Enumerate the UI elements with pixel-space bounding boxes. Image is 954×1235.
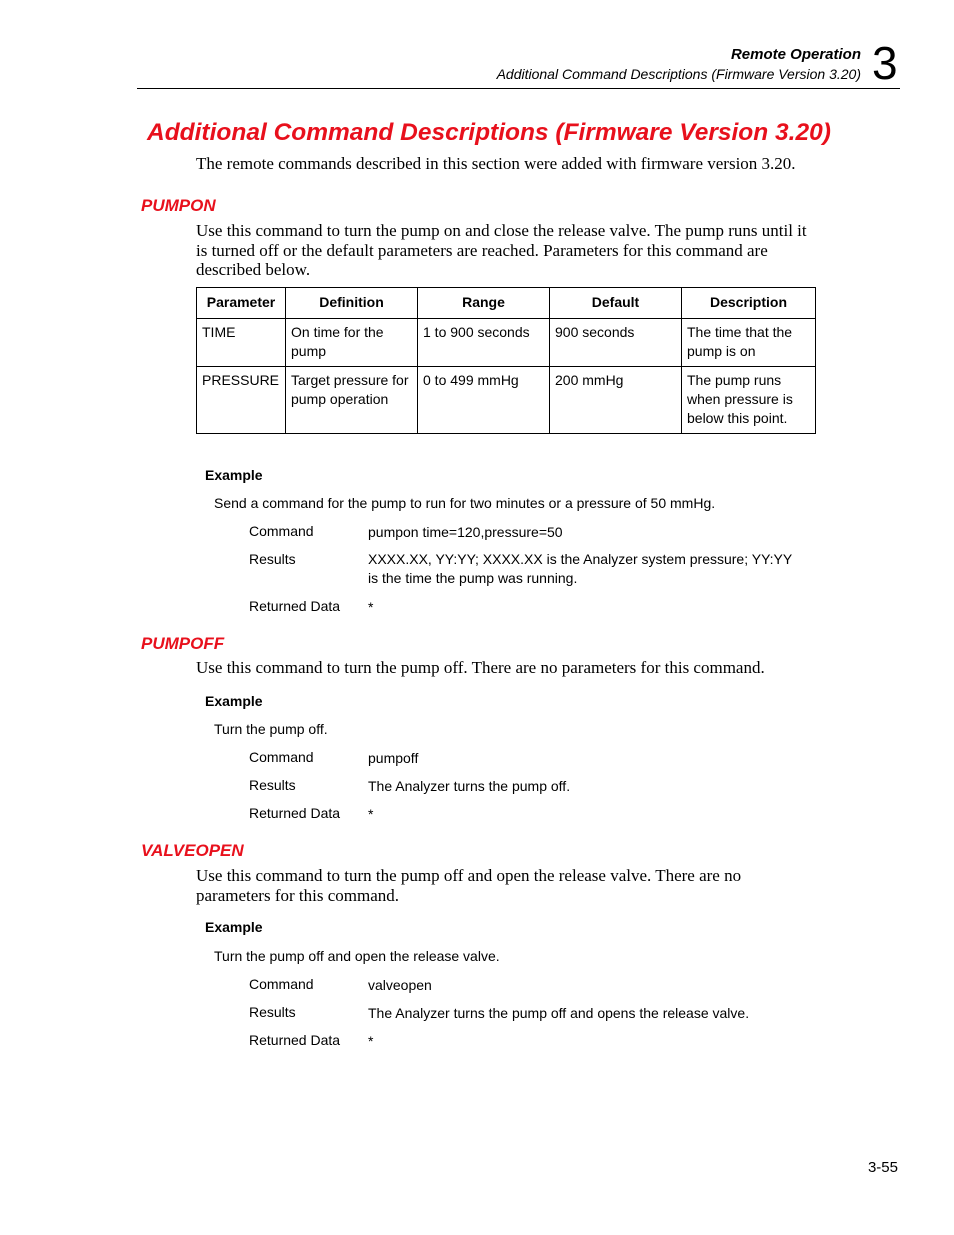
table-cell: 1 to 900 seconds <box>418 319 550 367</box>
table-cell: 200 mmHg <box>550 367 682 434</box>
table-cell: 900 seconds <box>550 319 682 367</box>
pumpon-example-label: Example <box>205 467 263 483</box>
table-header-cell: Parameter <box>197 288 286 319</box>
table-header-row <box>197 288 816 319</box>
pumpon-command-value: pumpon time=120,pressure=50 <box>368 524 563 540</box>
valveopen-returned-data-label: Returned Data <box>249 1032 341 1048</box>
valveopen-returned-data-value: * <box>368 1033 374 1049</box>
pumpoff-example-label: Example <box>205 693 263 709</box>
pumpoff-returned-data-label: Returned Data <box>249 805 341 821</box>
pumpon-returned-data-value: * <box>368 599 374 615</box>
pumpon-parameter-table <box>196 287 816 434</box>
valveopen-heading: VALVEOPEN <box>141 841 244 860</box>
pumpoff-description: Use this command to turn the pump off. There are no parameters for this command. <box>196 658 765 677</box>
table-row <box>197 367 816 434</box>
table-cell: TIME <box>197 319 286 367</box>
table-cell: On time for the pump <box>286 319 418 367</box>
page-number: 3-55 <box>867 1159 898 1176</box>
table-header-cell: Definition <box>286 288 418 319</box>
pumpoff-heading: PUMPOFF <box>141 634 225 653</box>
section-title: Additional Command Descriptions (Firmware Version 3.20) <box>147 119 831 146</box>
valveopen-example-description: Turn the pump off and open the release valve. <box>214 948 500 964</box>
pumpon-returned-data-label: Returned Data <box>249 598 341 614</box>
pumpon-results-label: Results <box>249 551 296 567</box>
table-cell: Target pressure for pump operation <box>286 367 418 434</box>
table-cell: 0 to 499 mmHg <box>418 367 550 434</box>
pumpon-command-label: Command <box>249 523 314 539</box>
running-header-chapter-title: Remote Operation <box>730 46 861 63</box>
table-header-cell: Default <box>550 288 682 319</box>
valveopen-command-label: Command <box>249 976 314 992</box>
pumpon-results-value: XXXX.XX, YY:YY; XXXX.XX is the Analyzer system pressure; YY:YY is the time the pump was running. <box>368 551 792 586</box>
section-intro: The remote commands described in this section were added with firmware version 3.20. <box>196 154 796 173</box>
pumpoff-returned-data-value: * <box>368 806 374 822</box>
table-cell: PRESSURE <box>197 367 286 434</box>
valveopen-results-value: The Analyzer turns the pump off and opens the release valve. <box>368 1005 750 1021</box>
pumpoff-command-value: pumpoff <box>368 750 419 766</box>
pumpoff-command-label: Command <box>249 749 314 765</box>
valveopen-description: Use this command to turn the pump off and open the release valve. There are no parameters for this command. <box>196 866 742 905</box>
running-header-section-title: Additional Command Descriptions (Firmware Version 3.20) <box>496 66 861 82</box>
table-cell: The time that the pump is on <box>682 319 816 367</box>
table-header-cell: Range <box>418 288 550 319</box>
pumpon-example-description: Send a command for the pump to run for two minutes or a pressure of 50 mmHg. <box>214 495 716 511</box>
valveopen-example-label: Example <box>205 919 263 935</box>
valveopen-results-label: Results <box>249 1004 296 1020</box>
pumpon-heading: PUMPON <box>141 196 216 215</box>
chapter-number: 3 <box>872 37 898 89</box>
pumpoff-results-value: The Analyzer turns the pump off. <box>368 778 571 794</box>
pumpoff-example-description: Turn the pump off. <box>214 721 328 737</box>
table-row <box>197 319 816 367</box>
table-cell: The pump runs when pressure is below this point. <box>682 367 816 434</box>
table-header-cell: Description <box>682 288 816 319</box>
pumpoff-results-label: Results <box>249 777 296 793</box>
pumpon-description: Use this command to turn the pump on and close the release valve. The pump runs until it is turned off or the default parameters are reached. Parameters for this command are described below. <box>196 221 807 279</box>
valveopen-command-value: valveopen <box>368 977 432 993</box>
header-divider <box>137 88 900 89</box>
